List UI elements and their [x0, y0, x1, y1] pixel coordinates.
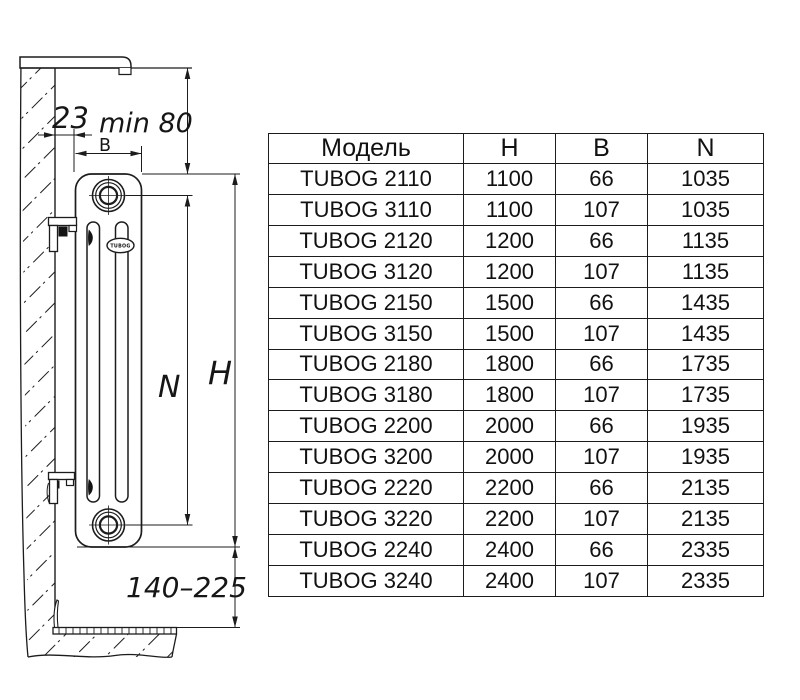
cell-model: TUBOG 3120 — [269, 256, 464, 287]
cell-n: 1135 — [648, 225, 764, 256]
column-header-b: B — [556, 134, 648, 164]
spec-table-body — [269, 164, 764, 597]
wall-bracket-top — [49, 218, 77, 252]
cell-n: 2335 — [648, 535, 764, 566]
cell-b: 107 — [556, 256, 648, 287]
cell-model: TUBOG 2240 — [269, 535, 464, 566]
cell-b: 107 — [556, 380, 648, 411]
table-row — [269, 380, 764, 411]
dim-height-label: H — [208, 354, 233, 392]
floor-edge-strip — [53, 600, 177, 634]
cell-h: 2000 — [464, 411, 556, 442]
cell-model: TUBOG 3150 — [269, 318, 464, 349]
dimension-floor-clearance — [126, 547, 247, 628]
cell-n: 2135 — [648, 504, 764, 535]
table-row — [269, 565, 764, 596]
cell-n: 1735 — [648, 349, 764, 380]
cell-b: 66 — [556, 164, 648, 195]
cell-b: 107 — [556, 504, 648, 535]
cell-h: 2400 — [464, 535, 556, 566]
cell-h: 1200 — [464, 256, 556, 287]
cell-b: 66 — [556, 411, 648, 442]
radiator-tube-right — [116, 222, 129, 502]
table-row — [269, 225, 764, 256]
table-row — [269, 256, 764, 287]
cell-n: 2135 — [648, 473, 764, 504]
cell-b: 66 — [556, 473, 648, 504]
cell-h: 1500 — [464, 318, 556, 349]
cell-h: 2000 — [464, 442, 556, 473]
cell-model: TUBOG 2180 — [269, 349, 464, 380]
cell-n: 1935 — [648, 442, 764, 473]
cell-model: TUBOG 2220 — [269, 473, 464, 504]
cell-model: TUBOG 2110 — [269, 164, 464, 195]
cell-n: 1035 — [648, 194, 764, 225]
dim-min-gap-label: min 80 — [99, 108, 193, 139]
cell-model: TUBOG 2120 — [269, 225, 464, 256]
cell-model: TUBOG 3110 — [269, 194, 464, 225]
table-row — [269, 287, 764, 318]
cell-model: TUBOG 2150 — [269, 287, 464, 318]
column-header-n: N — [648, 134, 764, 164]
dimension-width-b — [76, 136, 142, 172]
dim-floor-range-label: 140–225 — [126, 571, 247, 604]
cell-b: 66 — [556, 349, 648, 380]
cell-b: 107 — [556, 194, 648, 225]
cell-model: TUBOG 3240 — [269, 565, 464, 596]
cell-model: TUBOG 3180 — [269, 380, 464, 411]
dim-width-label: B — [99, 136, 112, 156]
cell-b: 66 — [556, 225, 648, 256]
cell-n: 1035 — [648, 164, 764, 195]
column-header-model: Модель — [269, 134, 464, 164]
cell-b: 107 — [556, 442, 648, 473]
cell-model: TUBOG 3220 — [269, 504, 464, 535]
cell-h: 1500 — [464, 287, 556, 318]
table-row — [269, 473, 764, 504]
cell-h: 1100 — [464, 194, 556, 225]
cell-n: 1135 — [648, 256, 764, 287]
table-row — [269, 535, 764, 566]
table-row — [269, 442, 764, 473]
brand-badge — [107, 238, 134, 252]
installation-drawing — [0, 0, 270, 700]
table-row — [269, 194, 764, 225]
cell-b: 107 — [556, 318, 648, 349]
spec-table — [268, 133, 764, 597]
dim-pitch-label: N — [158, 370, 181, 405]
cell-b: 66 — [556, 287, 648, 318]
cell-h: 2200 — [464, 473, 556, 504]
cell-n: 1435 — [648, 318, 764, 349]
cell-model: TUBOG 3200 — [269, 442, 464, 473]
cell-n: 1935 — [648, 411, 764, 442]
cell-model: TUBOG 2200 — [269, 411, 464, 442]
cell-h: 2200 — [464, 504, 556, 535]
radiator — [76, 174, 142, 547]
column-header-h: H — [464, 134, 556, 164]
wall-bracket-bottom — [47, 473, 74, 504]
cell-h: 2400 — [464, 565, 556, 596]
cell-h: 1800 — [464, 349, 556, 380]
cell-h: 1100 — [464, 164, 556, 195]
table-row — [269, 504, 764, 535]
table-row — [269, 164, 764, 195]
cell-n: 2335 — [648, 565, 764, 596]
sill-drip-edge — [119, 68, 131, 75]
cell-b: 66 — [556, 535, 648, 566]
radiator-tube-left — [87, 222, 100, 502]
dimension-min-gap — [99, 68, 193, 174]
table-row — [269, 318, 764, 349]
dim-offset-label: 23 — [52, 101, 89, 135]
table-header-row — [269, 134, 764, 164]
table-row — [269, 411, 764, 442]
cell-h: 1800 — [464, 380, 556, 411]
cell-h: 1200 — [464, 225, 556, 256]
cell-n: 1735 — [648, 380, 764, 411]
table-row — [269, 349, 764, 380]
cell-b: 107 — [556, 565, 648, 596]
brand-logo-text: TUBOG — [110, 244, 131, 250]
cell-n: 1435 — [648, 287, 764, 318]
